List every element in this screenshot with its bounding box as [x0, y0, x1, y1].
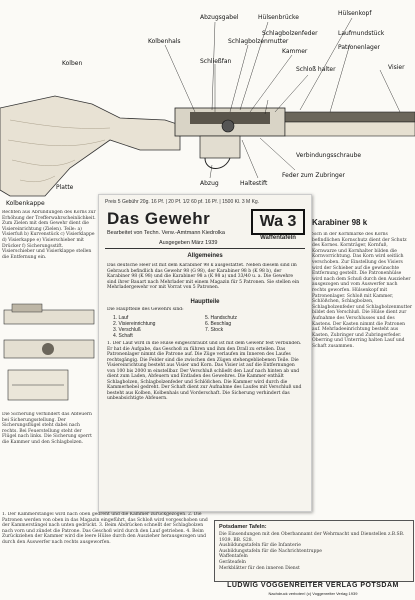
publisher-footer: LUDWIG VOGGENREITER VERLAG POTSDAM: [227, 582, 399, 589]
part-item: 6. Beschlag: [205, 321, 232, 327]
notes-line: Waffentafeln: [219, 554, 248, 560]
notes-line: Merkblätter für den inneren Dienst: [219, 565, 300, 571]
part-item: 4. Schaft: [113, 333, 133, 339]
section-main-intro: Die Hauptteile des Gewehrs sind:: [107, 307, 184, 312]
label-schliessfan: Schließfan: [200, 58, 232, 65]
notes-line: Ausbildungstafeln für die Infanterie: [219, 543, 301, 549]
label-kolben: Kolben: [62, 60, 83, 67]
section-general-heading: Allgemeines: [187, 253, 223, 259]
label-haltestift: Haltestift: [240, 180, 268, 187]
label-patronenlager: Patronenlager: [338, 44, 380, 51]
card-header-strip: Preis 5 Gebühr 20g. 16 Pf. | 20 Pf. 1/2 60 pf. 16 Pf. | 1500 Kl. 3 M Kg.: [105, 199, 260, 205]
part-item: 7. Stock: [205, 327, 224, 333]
label-abzug: Abzug: [200, 180, 219, 187]
parts-list: [113, 315, 303, 339]
label-schlagbolzenfeder: Schlagbolzenfeder: [262, 30, 318, 37]
left-text-middle: Die Sicherung verhindert das Abfeuern bei Sicherungsstellung. Der Sicherungsflügel steht dabei nach rechts. Bei Feuerstellung steht der Flügel nach links. Die Sicherung sperrt die Kammer und den Schlagbolzen.: [2, 412, 92, 444]
label-visier: Visier: [388, 64, 405, 71]
right-title: Karabiner 98 k: [312, 218, 368, 227]
label-kammer: Kammer: [282, 48, 308, 55]
card-title: Das Gewehr: [107, 209, 211, 228]
notes-list: [219, 532, 409, 571]
card-body-text: 1. Der Lauf wird in die Hülse eingeschraubt und ist mit dem Gewehr fest verbunden. Er hat die Aufgabe, das Geschoß zu führen und ihm den Drall zu erteilen. Das Patronenlager nimmt die Patrone auf. Die Züge verlaufen im Inneren des Laufes rechtsgängig. Die Felder sind die zwischen den Zügen stehengebliebenen Teile. Die Visiereinrichtung besteht aus Visier und Korn. Das Visier ist auf die Entfernungen von 100 bis 2000 m einstellbar. Der Verschluß schließt den Lauf nach hinten ab und dient zum Laden, Abfeuern und Entladen des Gewehres. Die Kammer enthält Schlagbolzen, Schlagbolzenfeder und Schlößchen. Die Kammer wird durch die Kammerhebel gedreht. Der Schaft dient zur Aufnahme des Laufes mit Verschluß und besteht aus Kolben, Kolbenhals und Vorderschaft. Die Sicherung verhindert das unbeabsichtigte Abfeuern.: [107, 341, 302, 401]
label-schlagbolzenmutter: Schlagbolzenmutter: [228, 38, 289, 45]
part-item: 3. Verschluß: [113, 327, 141, 333]
label-kolbenkappe: Kolbenkappe: [6, 200, 45, 207]
section-general-text: Das deutsche Heer ist mit dem Karabiner 98 k ausgestattet. Neben diesem sind im Gebrauch befindlich das Gewehr 98 (G 98), der Karabiner 98 b (K 98 b), der Karabiner 98 (K 98) und die Karabiner 98 a (K 98 a) und 33/40 u. a. Die Gewehre sind ihrer Bauart nach Mehrlader mit einem Magazin für 5 Patronen. Sie stellen ein Mehrladergewehr vor mit Vorrat von 5 Patronen.: [107, 263, 300, 290]
right-text: Sich in der Kornmarke des Korns befindlichen Kornschutz dient der Schutz des Kornes. Kornträger, Kornfuß, Kornwarze und Kornhalter bilden die Kornvorrichtung. Das Korn wird seitlich verschoben. Zur Einstellung des Visiers wird der Schieber auf die gewünschte Entfernung gestellt. Die Patronenhülse wird nach dem Schuß durch den Auszieher ausgezogen und vom Auswerfer nach rechts geworfen. Hülsenkopf mit Patronenlager. Schloß mit Kammer, Schlößchen, Schlagbolzen, Schlagbolzenfeder und Schlagbolzenmutter bildet den Verschluß. Die Hülse dient zur Aufnahme des Verschlusses und des Kastens. Der Kasten nimmt die Patronen auf. Mehrladeeinrichtung besteht aus Kasten, Zubringer und Zubringerfeder. Oberring und Unterring halten Lauf und Schaft zusammen.: [312, 232, 413, 349]
notes-title: Potsdamer Tafeln:: [219, 524, 267, 530]
notes-line: Die Einsendungen mit den Oberbannamt der Wehrmacht und Dienstellen z.B.SB. 1939. BB. S28.: [219, 532, 405, 543]
card-series: Waffentafeln: [260, 235, 296, 241]
label-kolbenhals: Kolbenhals: [148, 38, 181, 45]
notes-line: Ausbildungstafeln für die Nachrichtentruppe: [219, 548, 322, 554]
card-divider: [105, 248, 305, 249]
title-card: [98, 194, 312, 512]
left-text-bottom: 1. Der Kammerstängel wird nach oben gedreht und die Kammer zurückgezogen. 2. Die Patronen werden von oben in das Magazin eingeführt, das Schloß wird vorgeschoben und der Kammerstängel nach unten gedrückt. 3. Beim Abdrücken schnellt der Schlagbolzen nach vorn und zündet die Patrone. Das Geschoß wird durch den Lauf getrieben. 4. Beim Zurückziehen der Kammer wird die leere Hülse durch den Auszieher herausgezogen und durch den Auswerfer nach rechts ausgeworfen.: [2, 512, 208, 545]
label-huelsenbruecke: Hülsenbrücke: [258, 14, 299, 21]
card-year: Ausgegeben März 1939: [159, 240, 218, 246]
label-lauf-mundstueck: Laufmundstück: [338, 30, 385, 37]
notes-box: [214, 520, 414, 582]
section-main-heading: Hauptteile: [190, 299, 220, 305]
part-item: 1. Lauf: [113, 315, 129, 321]
label-schloss-halter: Schloß halter: [296, 66, 336, 73]
card-subtitle: Bearbeitet von Techn. Verw.-Amtmann Kiedrolka: [107, 230, 225, 236]
part-item: 5. Handschutz: [205, 315, 237, 321]
label-verbindungsschraube: Verbindungsschraube: [296, 152, 362, 159]
part-item: 2. Visiereinrichtung: [113, 321, 156, 327]
card-code: Wa 3: [251, 209, 305, 235]
label-platte: Platte: [56, 184, 74, 191]
label-abzugsgabel: Abzugsgabel: [200, 14, 239, 21]
notes-line: Geräteafeln: [219, 559, 246, 565]
label-feder-zubringer: Feder zum Zubringer: [282, 172, 346, 179]
label-huelsenkopf: Hülsenkopf: [338, 10, 372, 17]
publisher-sub: Nachdruck verboten! (c) Voggenreiter Verlag 1939: [268, 591, 358, 596]
sight-drawings: [2, 300, 96, 410]
left-text-top: Rechten aus Abrundungen des Korns zur Erhöhung der Trefferwahrscheinlichkeit. Zum Zielen mit dem Gewehr dient die Visiereinrichtung (Zielen). Teile: a) Visierfuß b) Kurvenstück c) Visierklappe d) Visierkappe e) Visierschieber mit Drücker f) Sicherungsstift. Visierschieber und Visierklappe stellen die Entfernung ein.: [2, 210, 96, 260]
